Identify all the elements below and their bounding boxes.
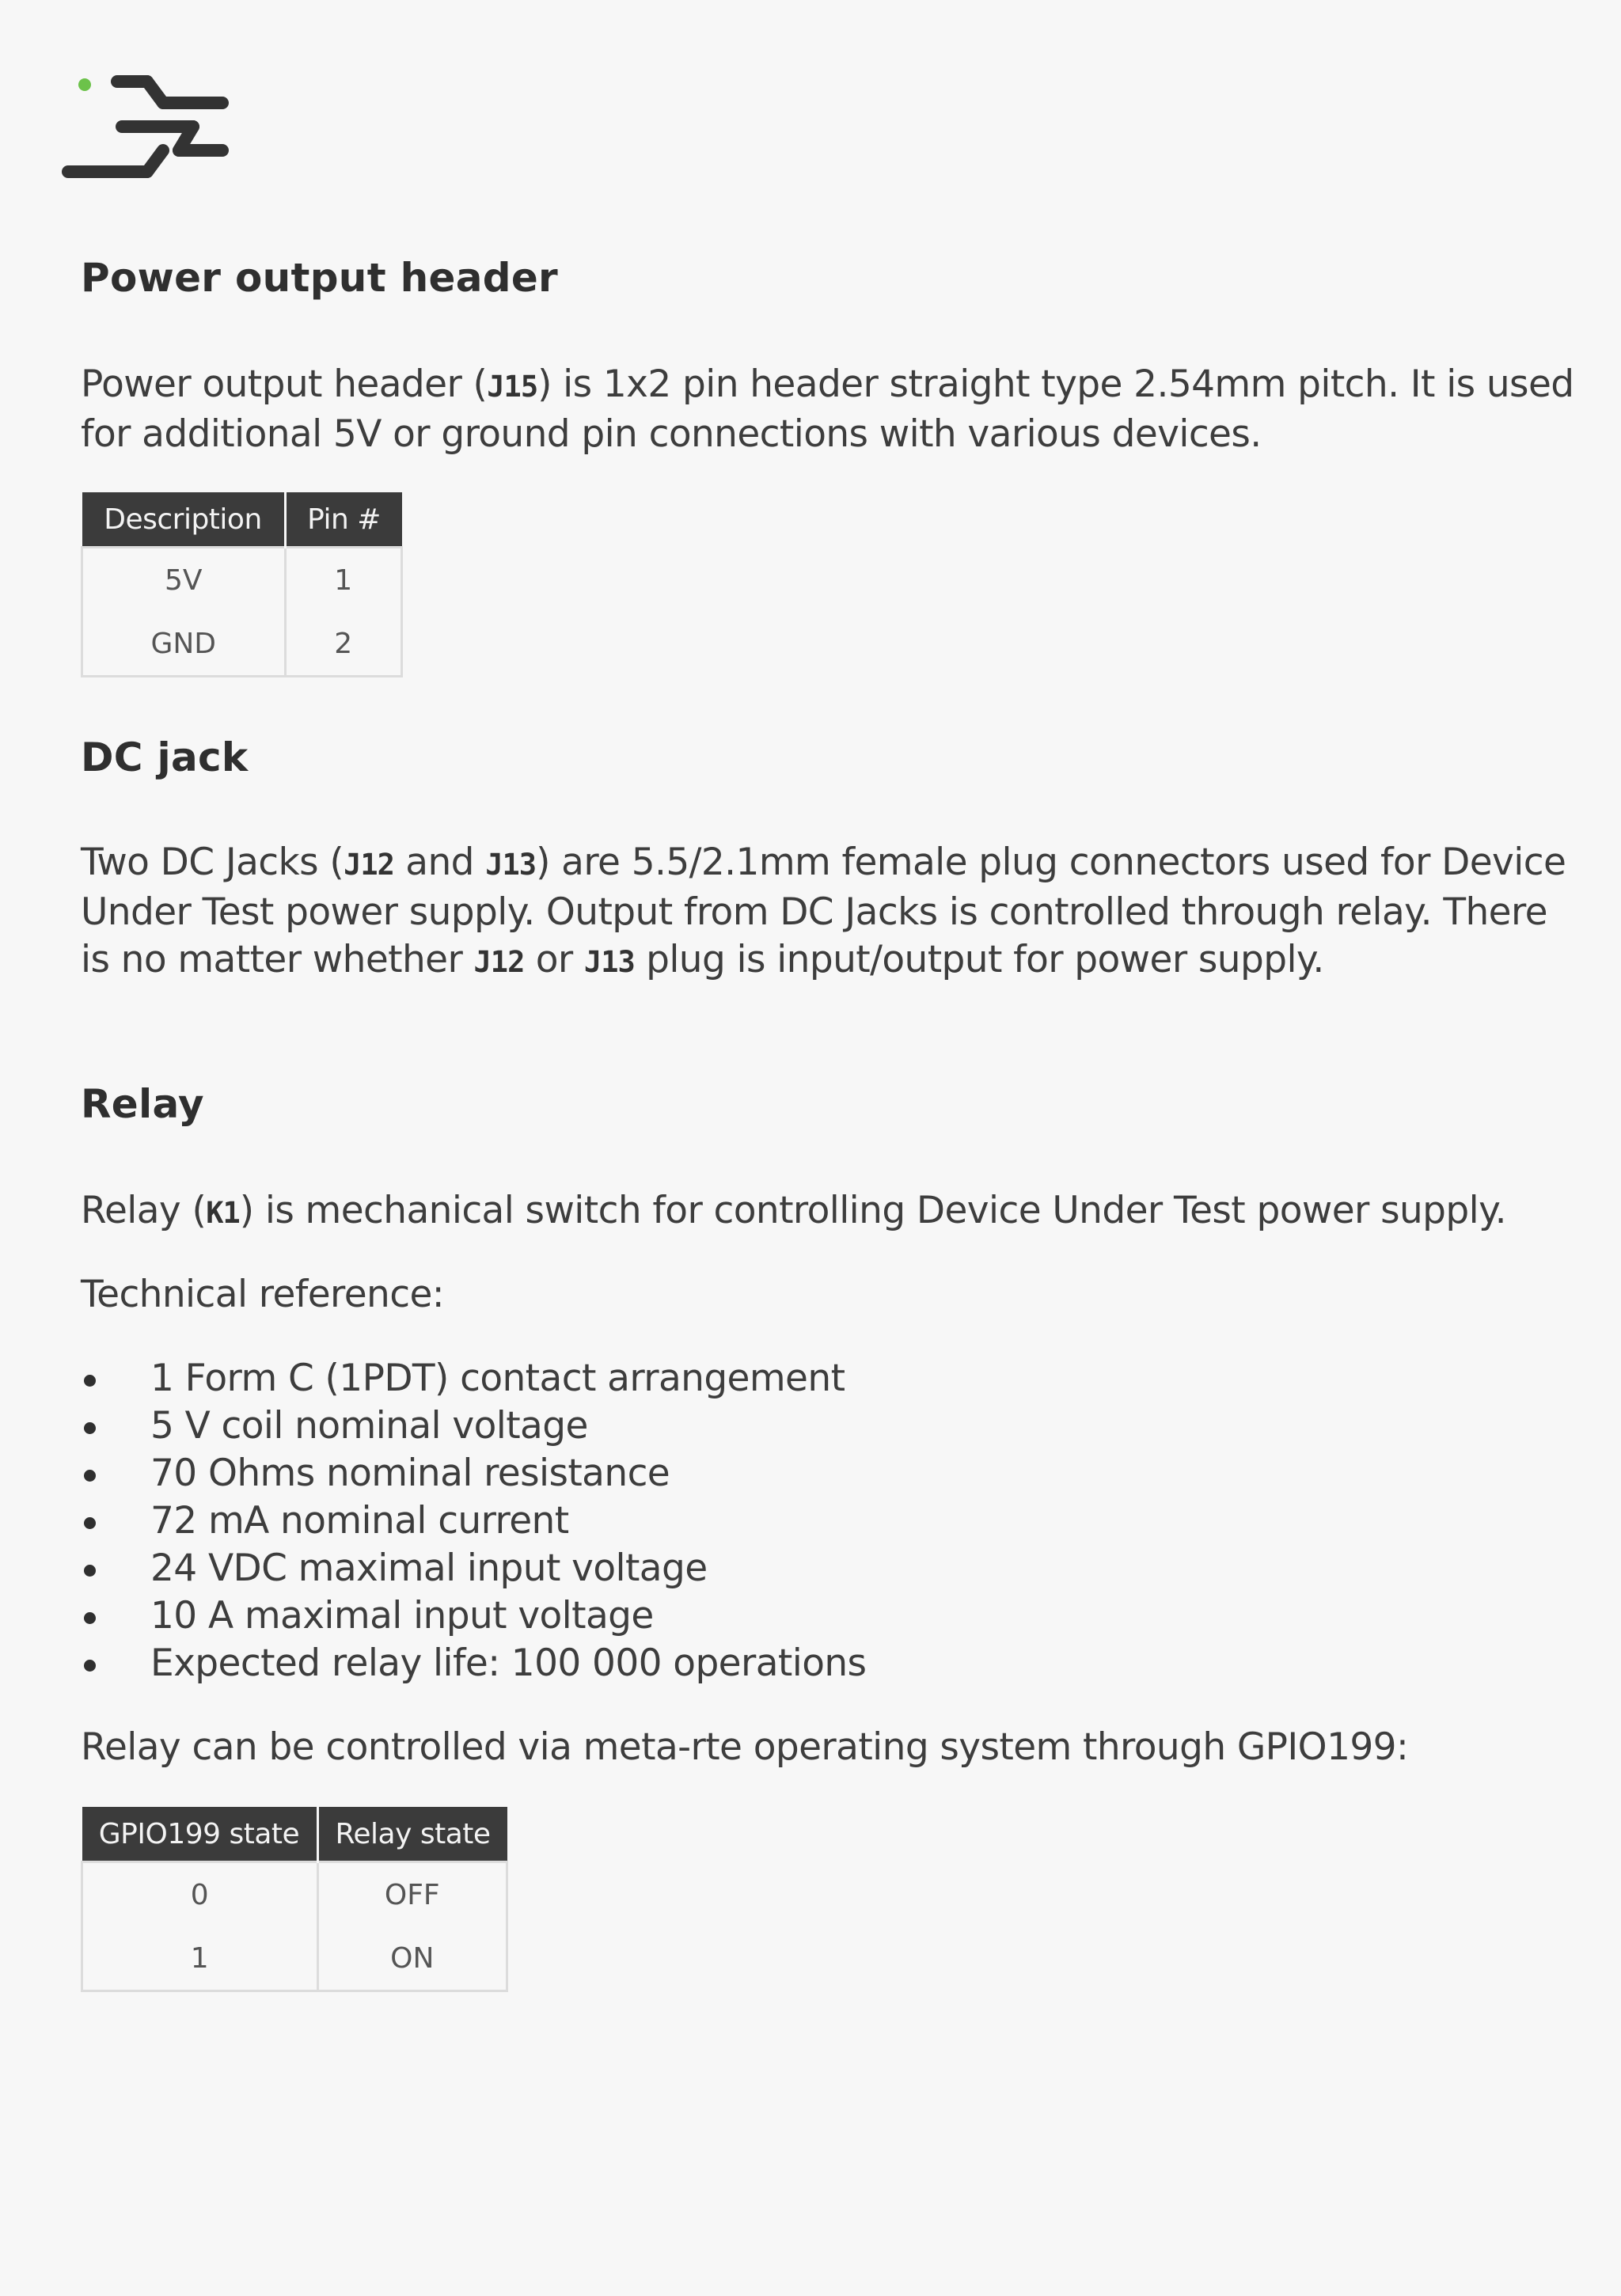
bullet-icon: [84, 1375, 96, 1387]
list-item: 1 Form C (1PDT) contact arrangement: [81, 1355, 1585, 1402]
table-cell: OFF: [317, 1862, 507, 1927]
list-item: Expected relay life: 100 000 operations: [81, 1640, 1585, 1687]
bullet-icon: [84, 1470, 96, 1482]
dc-jack-paragraph: Two DC Jacks (J12 and J13) are 5.5/2.1mm female plug connectors used for Device Under Test power supply. Output from DC Jacks is controlled through relay. There is no matter whether J12 or J13 plug is input/output for power supply.: [81, 841, 1566, 981]
tech-reference-label: Technical reference:: [81, 1273, 445, 1316]
code-ref: J15: [487, 370, 538, 404]
list-item: 5 V coil nominal voltage: [81, 1402, 1585, 1450]
table-cell: 5V: [82, 548, 286, 613]
section-heading: DC jack: [81, 734, 249, 780]
code-ref: J12: [344, 848, 394, 882]
table-cell: ON: [317, 1926, 507, 1991]
relay-paragraph: Relay (K1) is mechanical switch for controlling Device Under Test power supply.: [81, 1189, 1506, 1232]
table-cell: 0: [82, 1862, 318, 1927]
table-cell: GND: [82, 612, 286, 677]
list-item: 72 mA nominal current: [81, 1497, 1585, 1545]
section-power-output: [81, 255, 1585, 301]
gpio-paragraph: Relay can be controlled via meta-rte operating system through GPIO199:: [81, 1725, 1409, 1769]
code-ref: K1: [206, 1196, 240, 1230]
table-header: Relay state: [317, 1807, 507, 1862]
code-ref: J12: [473, 945, 525, 979]
code-ref: J13: [583, 945, 635, 979]
table-row: [82, 1862, 507, 1927]
bullet-icon: [84, 1612, 96, 1624]
table-header: Description: [82, 492, 286, 548]
power-pin-table: [81, 492, 403, 677]
bullet-icon: [84, 1565, 96, 1577]
power-output-paragraph: Power output header (J15) is 1x2 pin header straight type 2.54mm pitch. It is used for additional 5V or ground pin connections with various devices.: [81, 362, 1574, 456]
list-item: 70 Ohms nominal resistance: [81, 1450, 1585, 1497]
gpio-relay-table: [81, 1807, 508, 1992]
company-logo-icon: [60, 73, 234, 184]
table-header: Pin #: [285, 492, 402, 548]
bullet-icon: [84, 1422, 96, 1434]
bullet-icon: [84, 1517, 96, 1529]
section-relay: [81, 1081, 1585, 1127]
list-item: 10 A maximal input voltage: [81, 1592, 1585, 1640]
list-item: 24 VDC maximal input voltage: [81, 1545, 1585, 1592]
table-cell: 1: [82, 1926, 318, 1991]
table-cell: 1: [285, 548, 402, 613]
table-row: [82, 1926, 507, 1991]
bullet-icon: [84, 1660, 96, 1672]
relay-spec-list: [81, 1355, 1585, 1687]
table-row: [82, 612, 402, 677]
table-row: [82, 548, 402, 613]
code-ref: J13: [485, 848, 537, 882]
table-cell: 2: [285, 612, 402, 677]
section-dc-jack: [81, 734, 1585, 780]
section-heading: Power output header: [81, 255, 559, 301]
section-heading: Relay: [81, 1081, 204, 1127]
table-header: GPIO199 state: [82, 1807, 318, 1862]
